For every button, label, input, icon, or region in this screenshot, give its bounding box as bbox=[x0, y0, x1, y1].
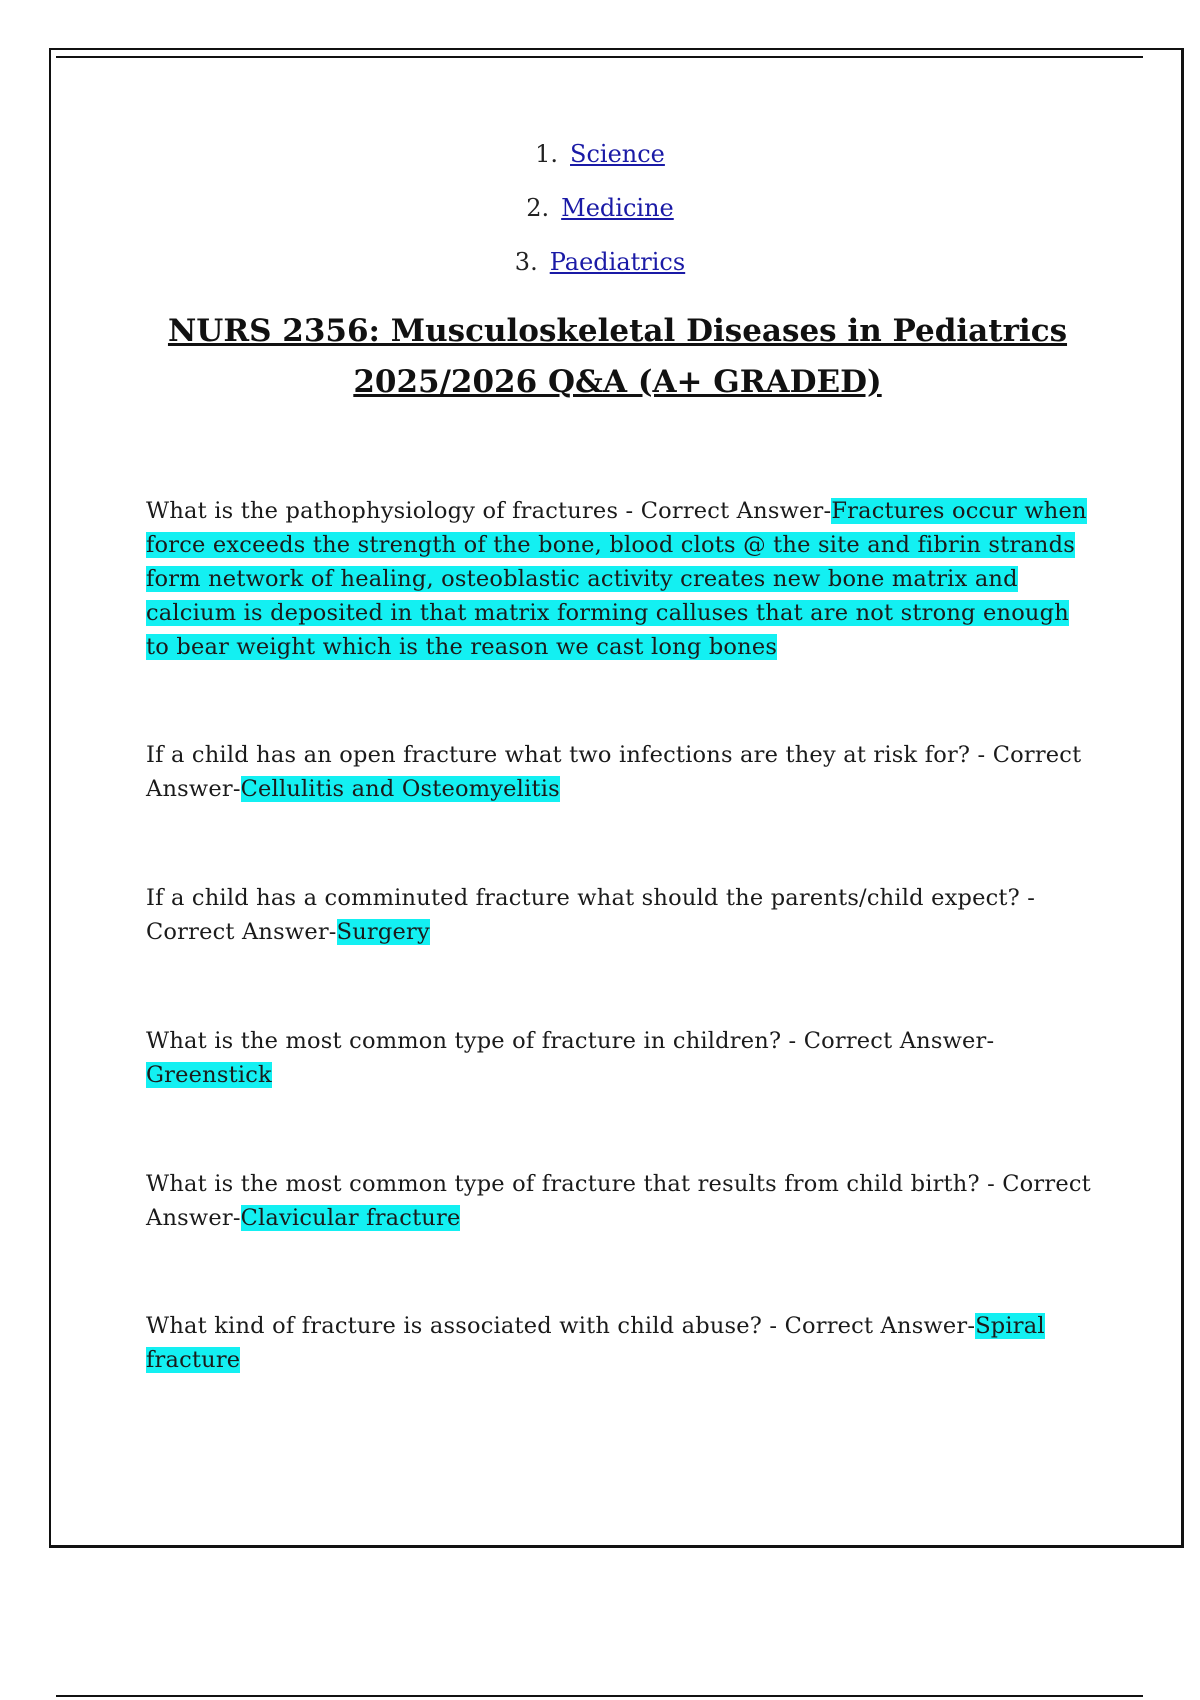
breadcrumb-number: 3. bbox=[514, 248, 538, 276]
breadcrumb-number: 1. bbox=[535, 140, 559, 168]
qa-item bbox=[146, 1309, 1096, 1377]
question-text: What is the most common type of fracture that results from child birth? - Correct Answer- bbox=[146, 1171, 1091, 1231]
bottom-divider bbox=[56, 1695, 1143, 1697]
answer-text: Cellulitis and Osteomyelitis bbox=[240, 776, 560, 802]
page-title bbox=[0, 306, 1200, 408]
qa-item bbox=[146, 881, 1096, 949]
answer-text: Surgery bbox=[336, 919, 430, 945]
answer-text: Fractures occur when force exceeds the strength of the bone, blood clots @ the site and fibrin strands form network of healing, osteoblastic activity creates new bone matrix and calcium is deposited in that matrix forming calluses that are not strong enough to bear weight which is the reason we cast long bones bbox=[146, 498, 1087, 660]
title-line-2: 2025/2026 Q&A (A+ GRADED) bbox=[353, 364, 882, 400]
question-text: If a child has a comminuted fracture what should the parents/child expect? - Correct Answer- bbox=[146, 885, 1036, 945]
question-text: What is the most common type of fracture in children? - Correct Answer- bbox=[146, 1028, 995, 1054]
question-text: If a child has an open fracture what two infections are they at risk for? - Correct Answer- bbox=[146, 742, 1082, 802]
answer-text: Clavicular fracture bbox=[240, 1205, 461, 1231]
title-line-1: NURS 2356: Musculoskeletal Diseases in Pediatrics bbox=[167, 313, 1068, 349]
question-text: What is the pathophysiology of fractures - Correct Answer- bbox=[146, 498, 832, 524]
breadcrumb-item-science bbox=[0, 140, 1200, 194]
breadcrumb-link-science[interactable]: Science bbox=[570, 140, 665, 168]
qa-item bbox=[146, 738, 1096, 806]
top-divider bbox=[56, 56, 1143, 58]
qa-item bbox=[146, 1167, 1096, 1235]
breadcrumb bbox=[0, 140, 1200, 302]
breadcrumb-link-medicine[interactable]: Medicine bbox=[561, 194, 674, 222]
breadcrumb-number: 2. bbox=[526, 194, 550, 222]
qa-item bbox=[146, 494, 1096, 664]
breadcrumb-link-paediatrics[interactable]: Paediatrics bbox=[549, 248, 686, 276]
question-text: What kind of fracture is associated with child abuse? - Correct Answer- bbox=[146, 1313, 976, 1339]
answer-text: Greenstick bbox=[146, 1062, 272, 1088]
answer-text: Spiral fracture bbox=[146, 1313, 1045, 1373]
qa-item bbox=[146, 1024, 1096, 1092]
breadcrumb-item-medicine bbox=[0, 194, 1200, 248]
breadcrumb-item-paediatrics bbox=[0, 248, 1200, 302]
